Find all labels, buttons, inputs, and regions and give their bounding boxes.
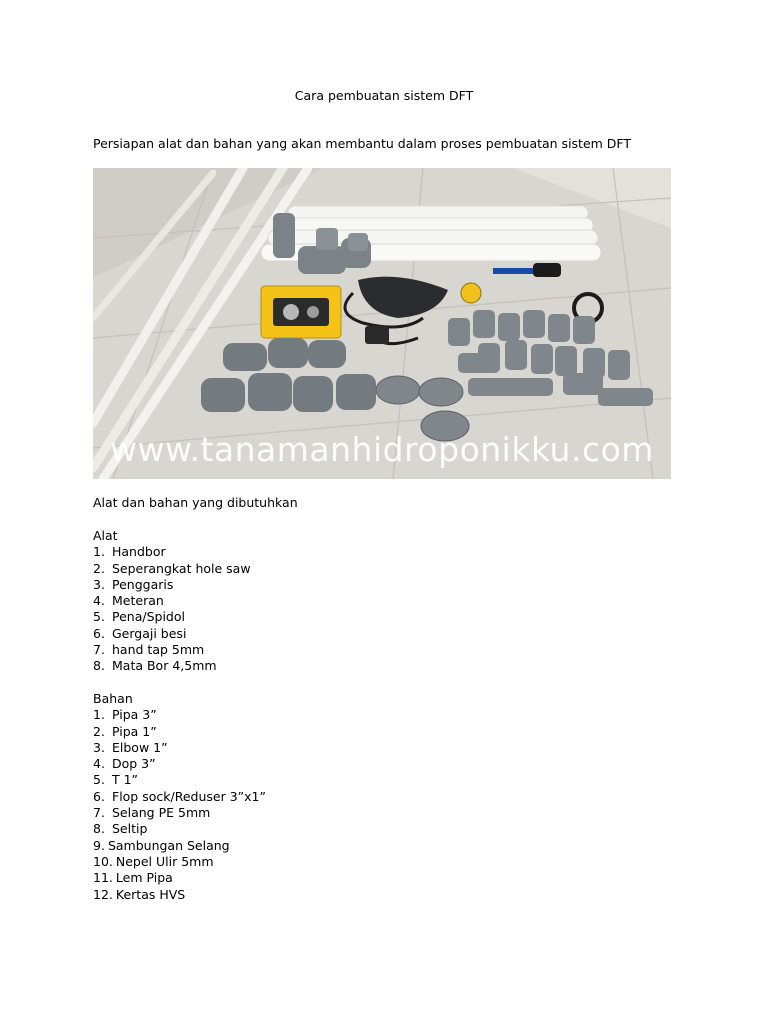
bahan-section <box>93 691 266 903</box>
photo-watermark: www.tanamanhidroponikku.com <box>110 430 654 469</box>
list-item: 11. Lem Pipa <box>93 870 173 886</box>
list-item: 2. Seperangkat hole saw <box>93 560 251 576</box>
list-item: 6. Gergaji besi <box>93 625 187 641</box>
intro-paragraph: Persiapan alat dan bahan yang akan membantu dalam proses pembuatan sistem DFT <box>93 136 632 151</box>
list-item: 8. Seltip <box>93 821 148 837</box>
list-item: 9. Sambungan Selang <box>93 837 230 853</box>
list-item: 8. Mata Bor 4,5mm <box>93 658 217 674</box>
list-item: 7. Selang PE 5mm <box>93 805 211 821</box>
page-title: Cara pembuatan sistem DFT <box>294 88 474 103</box>
needed-heading: Alat dan bahan yang dibutuhkan <box>93 495 298 510</box>
list-item: 12. Kertas HVS <box>93 886 186 902</box>
list-item: 1. Pipa 3” <box>93 707 157 723</box>
list-item: 6. Flop sock/Reduser 3”x1” <box>93 788 266 804</box>
list-item: 1. Handbor <box>93 544 166 560</box>
list-item: 7. hand tap 5mm <box>93 642 205 658</box>
bahan-list <box>93 707 266 903</box>
list-item: 3. Penggaris <box>93 576 174 592</box>
bahan-heading: Bahan <box>93 691 133 706</box>
list-item: 4. Meteran <box>93 593 164 609</box>
tools-materials-photo <box>93 168 671 479</box>
list-item: 10. Nepel Ulir 5mm <box>93 853 214 869</box>
alat-list <box>93 544 251 674</box>
alat-heading: Alat <box>93 528 118 543</box>
list-item: 5. Pena/Spidol <box>93 609 185 625</box>
list-item: 4. Dop 3” <box>93 756 156 772</box>
list-item: 5. T 1” <box>93 772 139 788</box>
alat-section <box>93 528 251 675</box>
list-item: 3. Elbow 1” <box>93 739 168 755</box>
list-item: 2. Pipa 1” <box>93 723 157 739</box>
